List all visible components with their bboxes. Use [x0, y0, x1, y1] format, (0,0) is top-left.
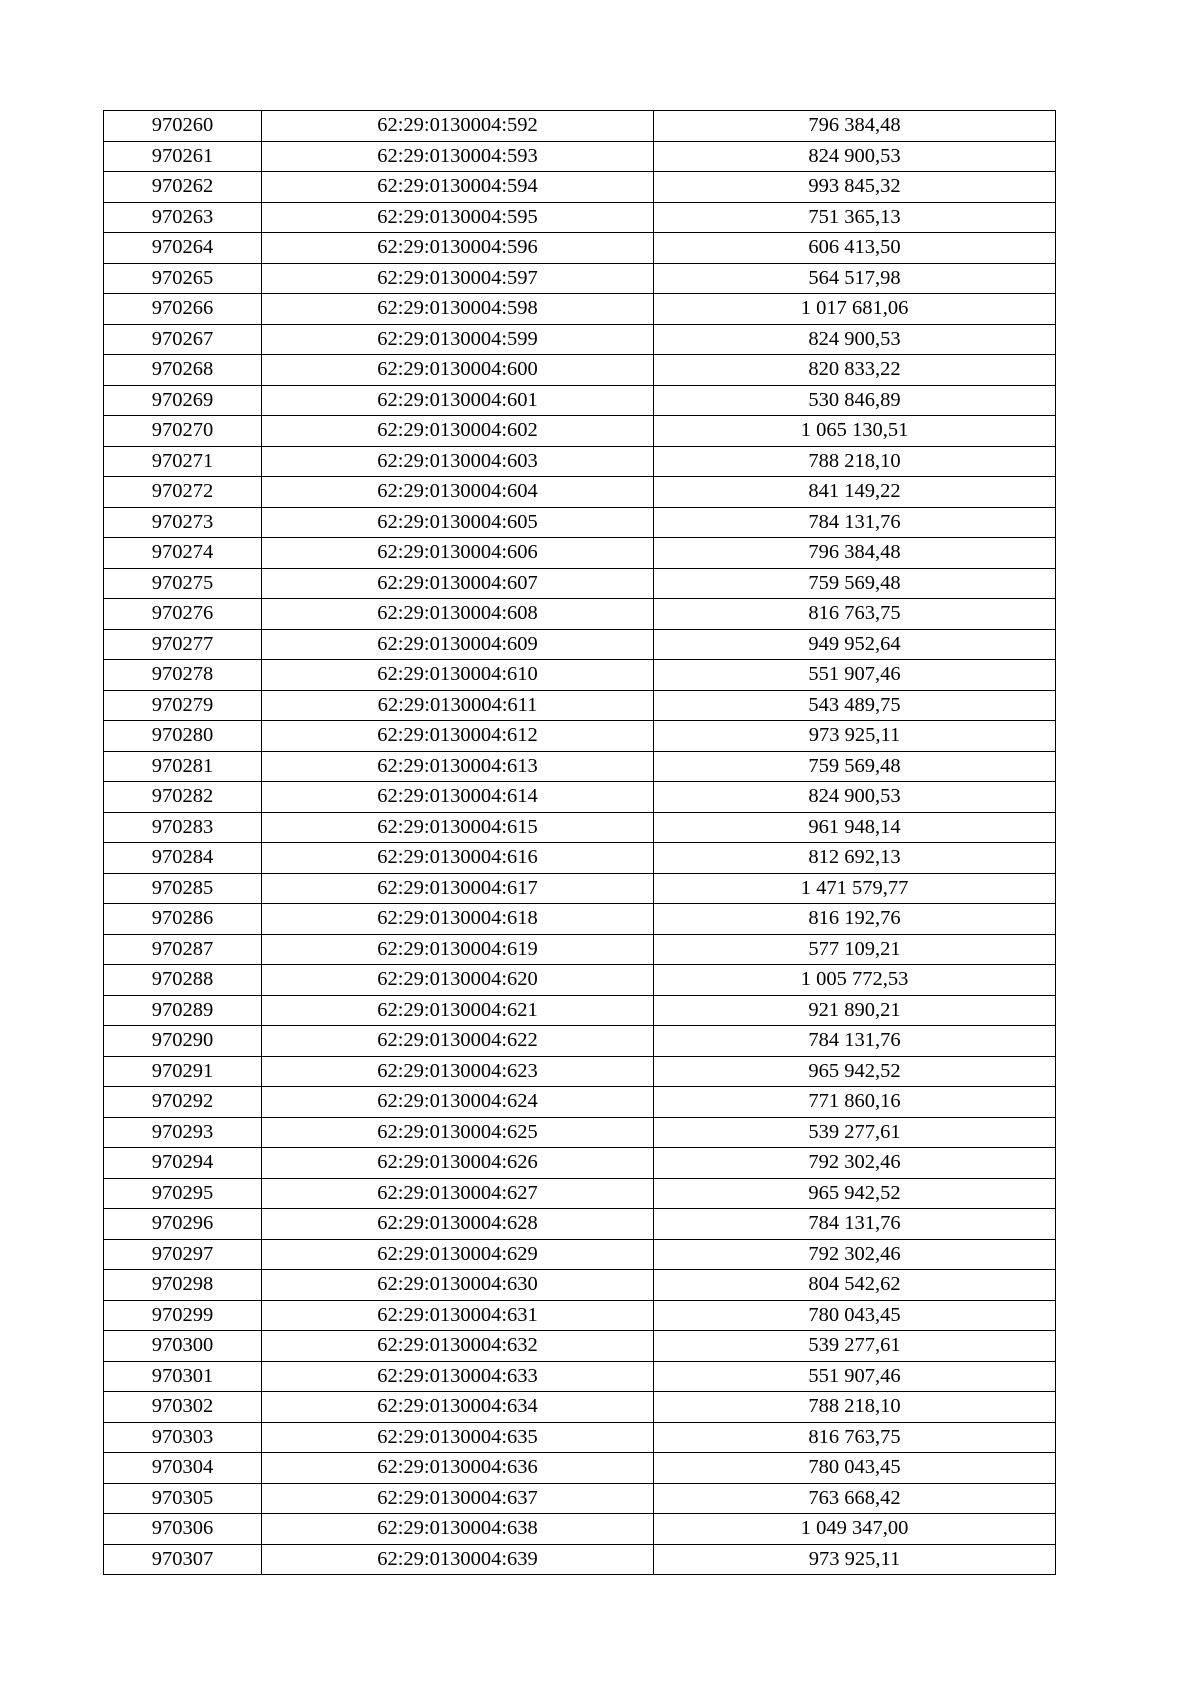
cadastral-number-cell: 62:29:0130004:593 [262, 141, 654, 172]
table-body [104, 111, 1056, 1575]
table-row [104, 172, 1056, 203]
row-number-cell: 970291 [104, 1056, 262, 1087]
cadastral-number-cell: 62:29:0130004:618 [262, 904, 654, 935]
row-number-cell: 970289 [104, 995, 262, 1026]
cadastral-value-cell: 1 065 130,51 [654, 416, 1056, 447]
cadastral-value-cell: 759 569,48 [654, 751, 1056, 782]
table-row [104, 812, 1056, 843]
cadastral-number-cell: 62:29:0130004:608 [262, 599, 654, 630]
cadastral-value-cell: 780 043,45 [654, 1300, 1056, 1331]
cadastral-value-cell: 784 131,76 [654, 507, 1056, 538]
table-row [104, 1422, 1056, 1453]
row-number-cell: 970273 [104, 507, 262, 538]
cadastral-number-cell: 62:29:0130004:635 [262, 1422, 654, 1453]
cadastral-value-cell: 759 569,48 [654, 568, 1056, 599]
row-number-cell: 970303 [104, 1422, 262, 1453]
row-number-cell: 970260 [104, 111, 262, 142]
cadastral-value-cell: 816 192,76 [654, 904, 1056, 935]
row-number-cell: 970271 [104, 446, 262, 477]
row-number-cell: 970300 [104, 1331, 262, 1362]
row-number-cell: 970263 [104, 202, 262, 233]
table-row [104, 690, 1056, 721]
table-row [104, 1056, 1056, 1087]
cadastral-value-cell: 973 925,11 [654, 1544, 1056, 1575]
row-number-cell: 970268 [104, 355, 262, 386]
cadastral-number-cell: 62:29:0130004:612 [262, 721, 654, 752]
table-row [104, 843, 1056, 874]
row-number-cell: 970287 [104, 934, 262, 965]
table-row [104, 1148, 1056, 1179]
cadastral-number-cell: 62:29:0130004:620 [262, 965, 654, 996]
table-row [104, 1209, 1056, 1240]
table-row [104, 1239, 1056, 1270]
table-row [104, 904, 1056, 935]
cadastral-number-cell: 62:29:0130004:599 [262, 324, 654, 355]
cadastral-number-cell: 62:29:0130004:628 [262, 1209, 654, 1240]
cadastral-number-cell: 62:29:0130004:602 [262, 416, 654, 447]
row-number-cell: 970293 [104, 1117, 262, 1148]
table-row [104, 782, 1056, 813]
cadastral-value-cell: 824 900,53 [654, 324, 1056, 355]
table-row [104, 599, 1056, 630]
cadastral-number-cell: 62:29:0130004:629 [262, 1239, 654, 1270]
cadastral-number-cell: 62:29:0130004:631 [262, 1300, 654, 1331]
row-number-cell: 970269 [104, 385, 262, 416]
row-number-cell: 970286 [104, 904, 262, 935]
cadastral-number-cell: 62:29:0130004:597 [262, 263, 654, 294]
table-row [104, 355, 1056, 386]
table-row [104, 1514, 1056, 1545]
cadastral-number-cell: 62:29:0130004:626 [262, 1148, 654, 1179]
table-row [104, 324, 1056, 355]
row-number-cell: 970266 [104, 294, 262, 325]
row-number-cell: 970274 [104, 538, 262, 569]
table-row [104, 263, 1056, 294]
cadastral-value-cell: 993 845,32 [654, 172, 1056, 203]
row-number-cell: 970280 [104, 721, 262, 752]
table-row [104, 477, 1056, 508]
table-row [104, 660, 1056, 691]
cadastral-number-cell: 62:29:0130004:610 [262, 660, 654, 691]
row-number-cell: 970278 [104, 660, 262, 691]
cadastral-value-cell: 564 517,98 [654, 263, 1056, 294]
cadastral-value-cell: 973 925,11 [654, 721, 1056, 752]
row-number-cell: 970307 [104, 1544, 262, 1575]
cadastral-number-cell: 62:29:0130004:637 [262, 1483, 654, 1514]
table-row [104, 1331, 1056, 1362]
table-row [104, 629, 1056, 660]
cadastral-number-cell: 62:29:0130004:611 [262, 690, 654, 721]
cadastral-value-cell: 543 489,75 [654, 690, 1056, 721]
row-number-cell: 970306 [104, 1514, 262, 1545]
cadastral-value-cell: 539 277,61 [654, 1117, 1056, 1148]
cadastral-value-cell: 949 952,64 [654, 629, 1056, 660]
row-number-cell: 970264 [104, 233, 262, 264]
cadastral-value-cell: 796 384,48 [654, 538, 1056, 569]
cadastral-number-cell: 62:29:0130004:639 [262, 1544, 654, 1575]
cadastral-number-cell: 62:29:0130004:605 [262, 507, 654, 538]
row-number-cell: 970281 [104, 751, 262, 782]
cadastral-number-cell: 62:29:0130004:600 [262, 355, 654, 386]
row-number-cell: 970301 [104, 1361, 262, 1392]
row-number-cell: 970267 [104, 324, 262, 355]
cadastral-number-cell: 62:29:0130004:604 [262, 477, 654, 508]
table-row [104, 141, 1056, 172]
cadastral-number-cell: 62:29:0130004:617 [262, 873, 654, 904]
row-number-cell: 970294 [104, 1148, 262, 1179]
table-row [104, 385, 1056, 416]
table-row [104, 1087, 1056, 1118]
cadastral-value-cell: 788 218,10 [654, 1392, 1056, 1423]
table-row [104, 1178, 1056, 1209]
cadastral-value-cell: 1 017 681,06 [654, 294, 1056, 325]
table-row [104, 1300, 1056, 1331]
cadastral-value-table [103, 110, 1056, 1575]
row-number-cell: 970270 [104, 416, 262, 447]
cadastral-value-cell: 551 907,46 [654, 1361, 1056, 1392]
cadastral-number-cell: 62:29:0130004:594 [262, 172, 654, 203]
table-row [104, 721, 1056, 752]
cadastral-value-cell: 577 109,21 [654, 934, 1056, 965]
table-row [104, 538, 1056, 569]
cadastral-value-cell: 824 900,53 [654, 141, 1056, 172]
cadastral-number-cell: 62:29:0130004:606 [262, 538, 654, 569]
cadastral-value-cell: 820 833,22 [654, 355, 1056, 386]
table-row [104, 873, 1056, 904]
cadastral-number-cell: 62:29:0130004:621 [262, 995, 654, 1026]
row-number-cell: 970292 [104, 1087, 262, 1118]
table-row [104, 1361, 1056, 1392]
cadastral-number-cell: 62:29:0130004:623 [262, 1056, 654, 1087]
row-number-cell: 970265 [104, 263, 262, 294]
row-number-cell: 970305 [104, 1483, 262, 1514]
cadastral-value-cell: 812 692,13 [654, 843, 1056, 874]
table-row [104, 934, 1056, 965]
row-number-cell: 970282 [104, 782, 262, 813]
cadastral-number-cell: 62:29:0130004:603 [262, 446, 654, 477]
cadastral-value-cell: 606 413,50 [654, 233, 1056, 264]
cadastral-number-cell: 62:29:0130004:622 [262, 1026, 654, 1057]
table-row [104, 568, 1056, 599]
cadastral-number-cell: 62:29:0130004:619 [262, 934, 654, 965]
table-row [104, 995, 1056, 1026]
row-number-cell: 970262 [104, 172, 262, 203]
cadastral-number-cell: 62:29:0130004:625 [262, 1117, 654, 1148]
table-row [104, 416, 1056, 447]
cadastral-number-cell: 62:29:0130004:615 [262, 812, 654, 843]
table-row [104, 1544, 1056, 1575]
row-number-cell: 970299 [104, 1300, 262, 1331]
table-row [104, 233, 1056, 264]
row-number-cell: 970275 [104, 568, 262, 599]
cadastral-value-cell: 792 302,46 [654, 1148, 1056, 1179]
cadastral-value-cell: 792 302,46 [654, 1239, 1056, 1270]
table-row [104, 1483, 1056, 1514]
cadastral-number-cell: 62:29:0130004:616 [262, 843, 654, 874]
cadastral-value-cell: 784 131,76 [654, 1026, 1056, 1057]
table-row [104, 1453, 1056, 1484]
cadastral-value-cell: 841 149,22 [654, 477, 1056, 508]
cadastral-value-cell: 551 907,46 [654, 660, 1056, 691]
row-number-cell: 970302 [104, 1392, 262, 1423]
table-row [104, 1026, 1056, 1057]
row-number-cell: 970304 [104, 1453, 262, 1484]
cadastral-value-cell: 816 763,75 [654, 599, 1056, 630]
row-number-cell: 970272 [104, 477, 262, 508]
cadastral-number-cell: 62:29:0130004:601 [262, 385, 654, 416]
cadastral-number-cell: 62:29:0130004:592 [262, 111, 654, 142]
cadastral-value-cell: 961 948,14 [654, 812, 1056, 843]
row-number-cell: 970261 [104, 141, 262, 172]
cadastral-value-cell: 763 668,42 [654, 1483, 1056, 1514]
cadastral-value-cell: 796 384,48 [654, 111, 1056, 142]
row-number-cell: 970298 [104, 1270, 262, 1301]
cadastral-number-cell: 62:29:0130004:630 [262, 1270, 654, 1301]
cadastral-number-cell: 62:29:0130004:633 [262, 1361, 654, 1392]
table-row [104, 1117, 1056, 1148]
cadastral-number-cell: 62:29:0130004:595 [262, 202, 654, 233]
cadastral-number-cell: 62:29:0130004:636 [262, 1453, 654, 1484]
cadastral-value-cell: 784 131,76 [654, 1209, 1056, 1240]
row-number-cell: 970285 [104, 873, 262, 904]
table-row [104, 965, 1056, 996]
cadastral-value-cell: 1 471 579,77 [654, 873, 1056, 904]
cadastral-value-cell: 771 860,16 [654, 1087, 1056, 1118]
cadastral-value-cell: 539 277,61 [654, 1331, 1056, 1362]
cadastral-number-cell: 62:29:0130004:638 [262, 1514, 654, 1545]
cadastral-value-cell: 965 942,52 [654, 1178, 1056, 1209]
table-row [104, 751, 1056, 782]
row-number-cell: 970284 [104, 843, 262, 874]
cadastral-number-cell: 62:29:0130004:614 [262, 782, 654, 813]
cadastral-value-cell: 804 542,62 [654, 1270, 1056, 1301]
table-row [104, 1270, 1056, 1301]
cadastral-number-cell: 62:29:0130004:632 [262, 1331, 654, 1362]
cadastral-number-cell: 62:29:0130004:627 [262, 1178, 654, 1209]
row-number-cell: 970296 [104, 1209, 262, 1240]
cadastral-number-cell: 62:29:0130004:624 [262, 1087, 654, 1118]
row-number-cell: 970277 [104, 629, 262, 660]
table-row [104, 202, 1056, 233]
cadastral-number-cell: 62:29:0130004:613 [262, 751, 654, 782]
cadastral-value-cell: 1 005 772,53 [654, 965, 1056, 996]
row-number-cell: 970295 [104, 1178, 262, 1209]
table-row [104, 111, 1056, 142]
table-row [104, 507, 1056, 538]
row-number-cell: 970279 [104, 690, 262, 721]
cadastral-value-cell: 921 890,21 [654, 995, 1056, 1026]
table-row [104, 294, 1056, 325]
table-row [104, 1392, 1056, 1423]
row-number-cell: 970283 [104, 812, 262, 843]
cadastral-number-cell: 62:29:0130004:596 [262, 233, 654, 264]
cadastral-value-cell: 530 846,89 [654, 385, 1056, 416]
row-number-cell: 970276 [104, 599, 262, 630]
cadastral-value-cell: 751 365,13 [654, 202, 1056, 233]
cadastral-value-cell: 1 049 347,00 [654, 1514, 1056, 1545]
cadastral-number-cell: 62:29:0130004:598 [262, 294, 654, 325]
cadastral-number-cell: 62:29:0130004:609 [262, 629, 654, 660]
cadastral-value-cell: 824 900,53 [654, 782, 1056, 813]
table-row [104, 446, 1056, 477]
cadastral-value-cell: 965 942,52 [654, 1056, 1056, 1087]
row-number-cell: 970290 [104, 1026, 262, 1057]
cadastral-value-cell: 780 043,45 [654, 1453, 1056, 1484]
cadastral-value-cell: 816 763,75 [654, 1422, 1056, 1453]
cadastral-value-cell: 788 218,10 [654, 446, 1056, 477]
row-number-cell: 970288 [104, 965, 262, 996]
cadastral-number-cell: 62:29:0130004:634 [262, 1392, 654, 1423]
row-number-cell: 970297 [104, 1239, 262, 1270]
cadastral-number-cell: 62:29:0130004:607 [262, 568, 654, 599]
